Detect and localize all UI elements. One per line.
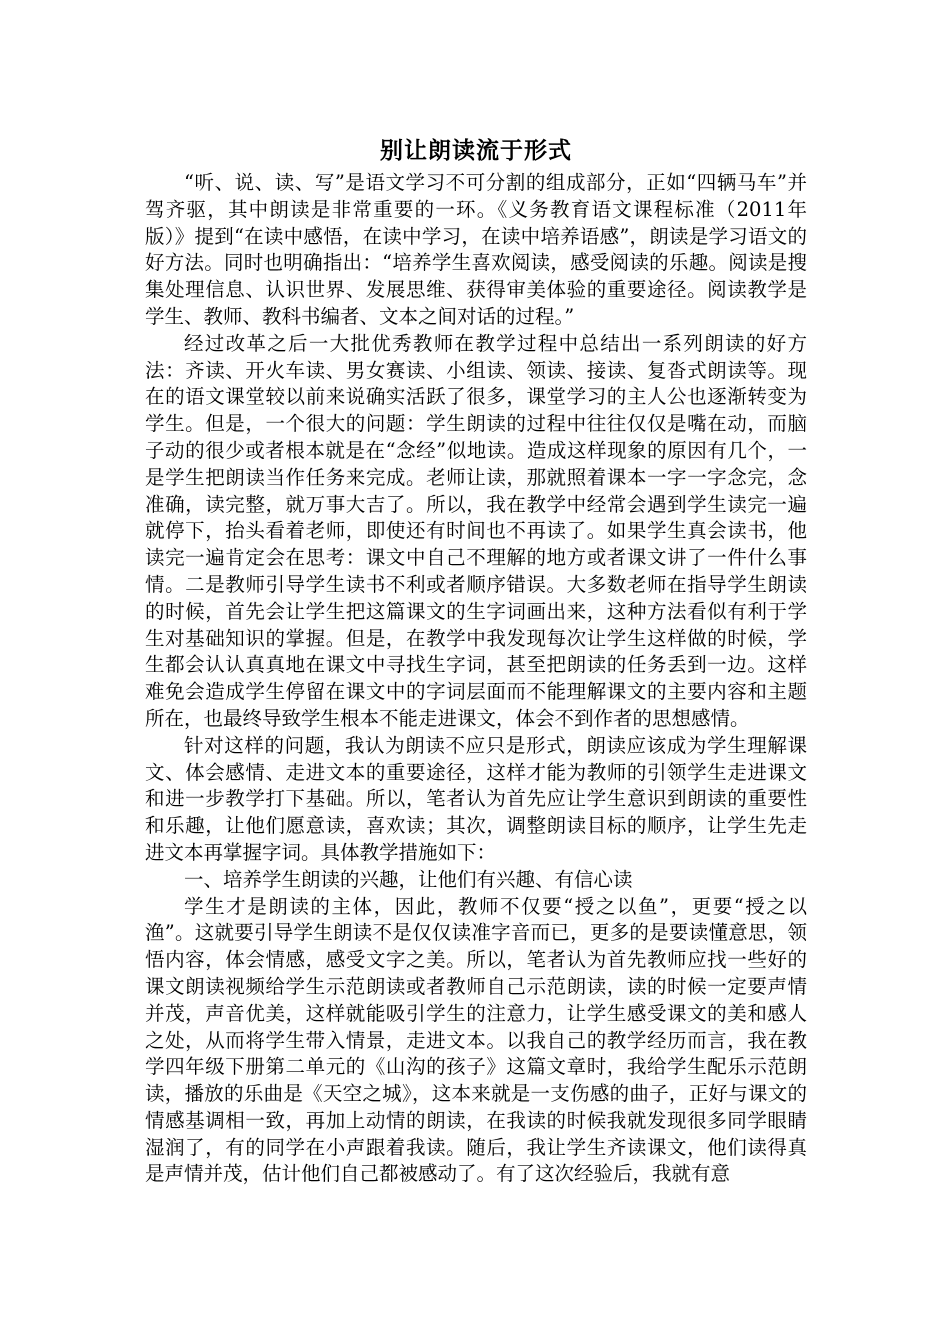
paragraph-2: 经过改革之后一大批优秀教师在教学过程中总结出一系列朗读的好方法：齐读、开火车读、男女赛读、小组读、领读、接读、复沓式朗读等。现在的语文课堂较以前来说确实活跃了很多，课堂学习的主人公也逐渐转变为学生。但是，一个很大的问题：学生朗读的过程中往往仅仅是嘴在动，而脑子动的很少或者根本就是在“念经”似地读。造成这样现象的原因有几个，一是学生把朗读当作任务来完成。老师让读，那就照着课本一字一字念完，念准确，读完整，就万事大吉了。所以，我在教学中经常会遇到学生读完一遍就停下，抬头看着老师，即使还有时间也不再读了。如果学生真会读书，他读完一遍肯定会在思考：课文中自己不理解的地方或者课文讲了一件什么事情。二是教师引导学生读书不利或者顺序错误。大多数老师在指导学生朗读的时候，首先会让学生把这篇课文的生字词画出来，这种方法看似有利于学生对基础知识的掌握。但是，在教学中我发现每次让学生这样做的时候，学生都会认认真真地在课文中寻找生字词，甚至把朗读的任务丢到一边。这样难免会造成学生停留在课文中的字词层面而不能理解课文的主要内容和主题所在，也最终导致学生根本不能走进课文，体会不到作者的思想感情。 xyxy=(145,331,807,730)
section-heading-1: 一、培养学生朗读的兴趣，让他们有兴趣、有信心读 xyxy=(184,867,633,891)
document-title: 别让朗读流于形式 xyxy=(380,137,572,164)
paragraph-3: 针对这样的问题，我认为朗读不应只是形式，朗读应该成为学生理解课文、体会感情、走进文本的重要途径，这样才能为教师的引领学生走进课文和进一步教学打下基础。所以，笔者认为首先应让学生意识到朗读的重要性和乐趣，让他们愿意读，喜欢读；其次，调整朗读目标的顺序，让学生先走进文本再掌握字词。具体教学措施如下： xyxy=(145,733,807,864)
paragraph-4: 学生才是朗读的主体，因此，教师不仅要“授之以鱼”，更要“授之以渔”。这就要引导学生朗读不是仅仅读准字音而已，更多的是要读懂意思，领悟内容，体会情感，感受文字之美。所以，笔者认为首先教师应找一些好的课文朗读视频给学生示范朗读或者教师自己示范朗读，读的时候一定要声情并茂，声音优美，这样就能吸引学生的注意力，让学生感受课文的美和感人之处，从而将学生带入情景，走进文本。以我自己的教学经历而言，我在教学四年级下册第二单元的《山沟的孩子》这篇文章时，我给学生配乐示范朗读，播放的乐曲是《天空之城》，这本来就是一支伤感的曲子，正好与课文的情感基调相一致，再加上动情的朗读，在我读的时候我就发现很多同学眼睛湿润了，有的同学在小声跟着我读。随后，我让学生齐读课文，他们读得真是声情并茂，估计他们自己都被感动了。有了这次经验后，我就有意 xyxy=(145,894,807,1186)
paragraph-1: “听、说、读、写”是语文学习不可分割的组成部分，正如“四辆马车”并驾齐驱，其中朗读是非常重要的一环。《义务教育语文课程标准（2011年版）》提到“在读中感悟，在读中学习，在读中培养语感”，朗读是学习语文的好方法。同时也明确指出：“培养学生喜欢阅读，感受阅读的乐趣。阅读是搜集处理信息、认识世界、发展思维、获得审美体验的重要途径。阅读教学是学生、教师、教科书编者、文本之间对话的过程。” xyxy=(145,171,807,328)
document-page xyxy=(145,136,807,1188)
